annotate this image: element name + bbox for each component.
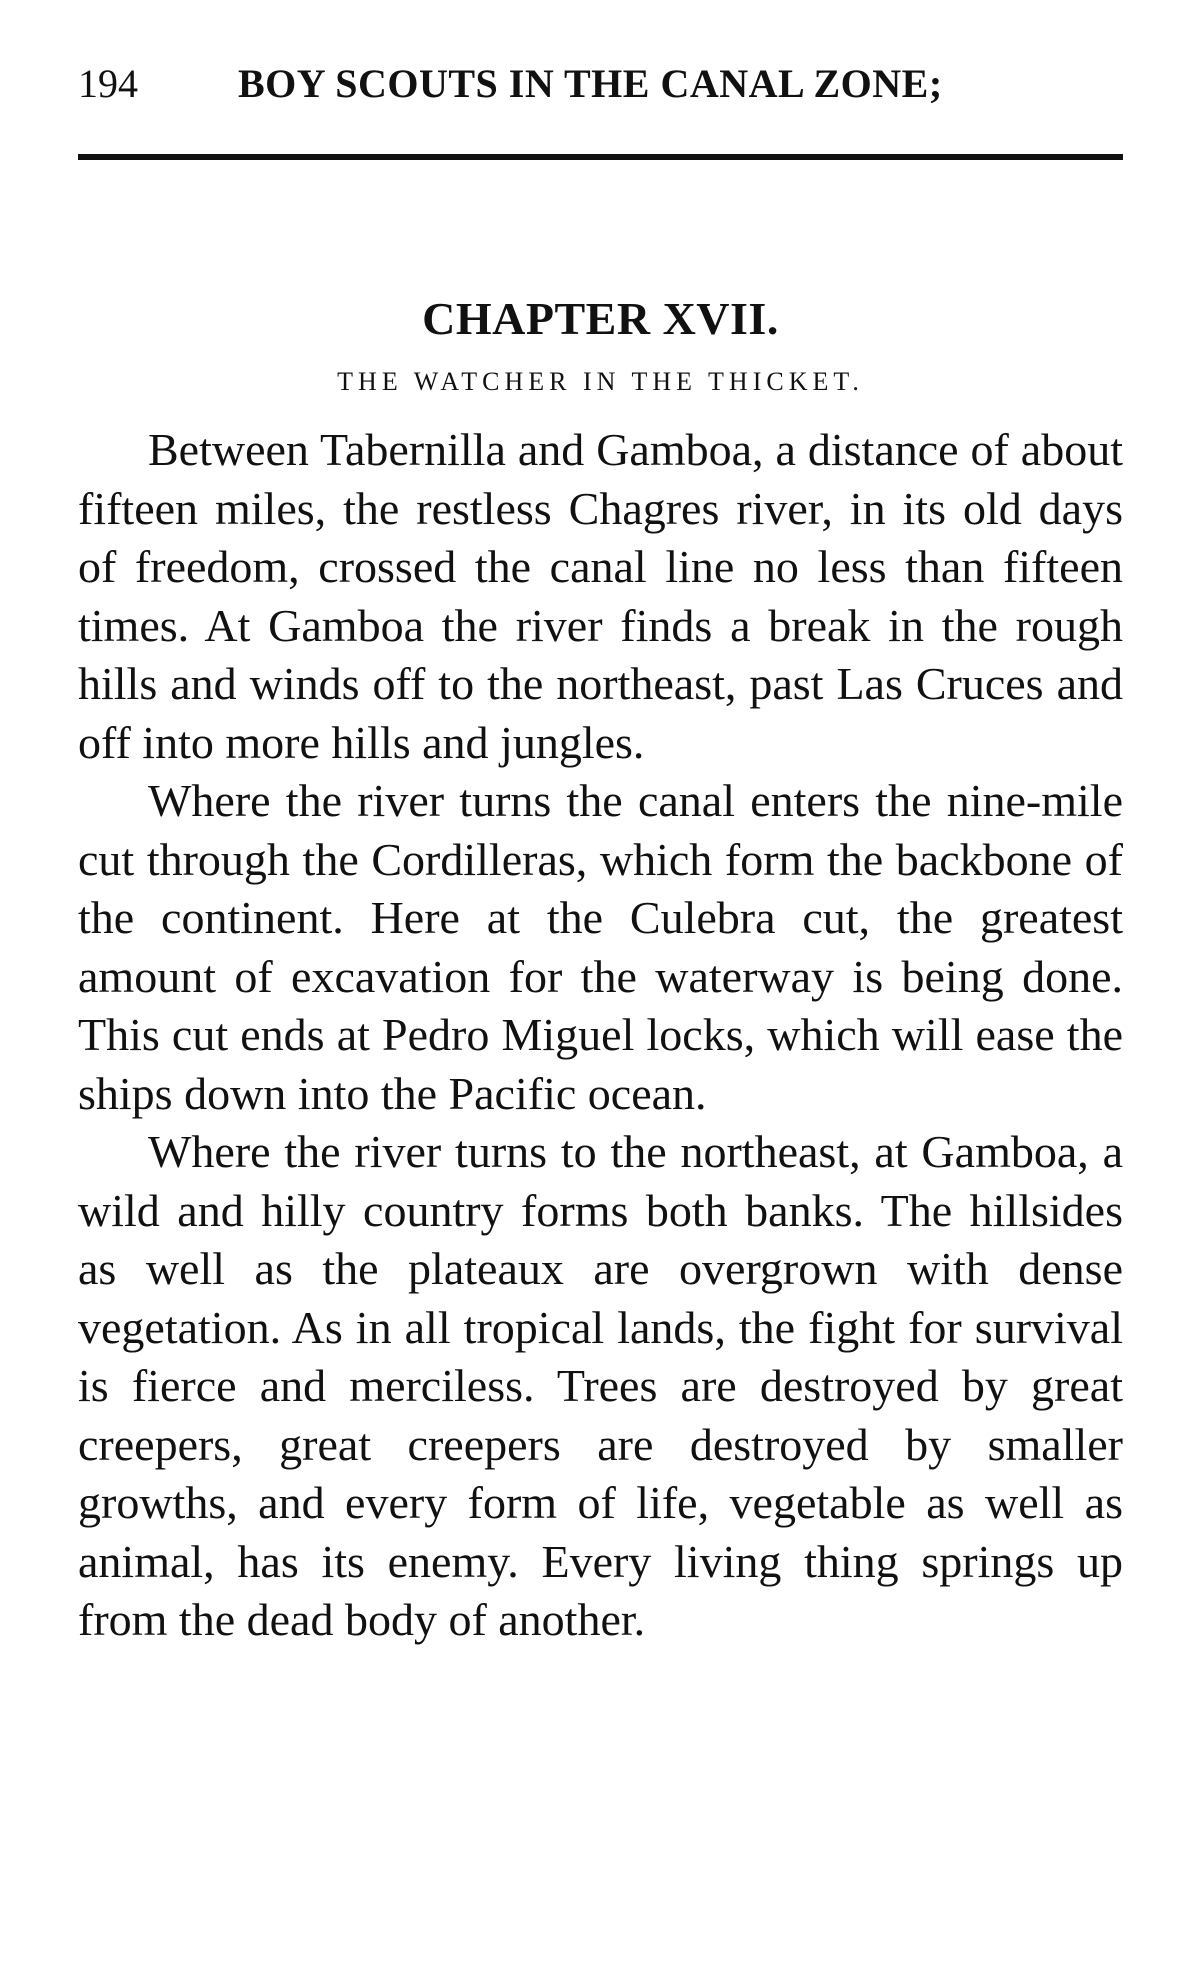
paragraph: Where the river turns to the northeast, at Gamboa, a wild and hilly country forms both banks. The hillsides as well as the plateaux are overgrown with dense vegetation. As in all tropical lands, the fight for survival is fierce and merciless. Trees are destroyed by great creepers, great creepers are destroyed by smaller growths, and every form of life, vegetable as well as animal, has its enemy. Every living thing springs up from the dead body of another. <box>78 1126 1123 1645</box>
header-rule <box>78 154 1123 160</box>
chapter-heading: CHAPTER XVII. <box>422 293 779 344</box>
book-page <box>78 60 1123 1650</box>
paragraph: Between Tabernilla and Gamboa, a distance of about fifteen miles, the restless Chagres river, in its old days of freedom, crossed the canal line no less than fifteen times. At Gamboa the river finds a break in the rough hills and winds off to the northeast, past Las Cruces and off into more hills and jungles. <box>78 424 1123 768</box>
page-number: 194 <box>78 61 138 106</box>
body-text <box>78 421 1123 1650</box>
paragraph: Where the river turns the canal enters the nine-mile cut through the Cordilleras, which form the backbone of the continent. Here at the Culebra cut, the greatest amount of excavation for the waterway is being done. This cut ends at Pedro Miguel locks, which will ease the ships down into the Pacific ocean. <box>78 775 1123 1119</box>
running-head <box>78 60 1123 130</box>
running-title: BOY SCOUTS IN THE CANAL ZONE; <box>238 61 943 106</box>
chapter-title: THE WATCHER IN THE THICKET. <box>337 367 864 396</box>
